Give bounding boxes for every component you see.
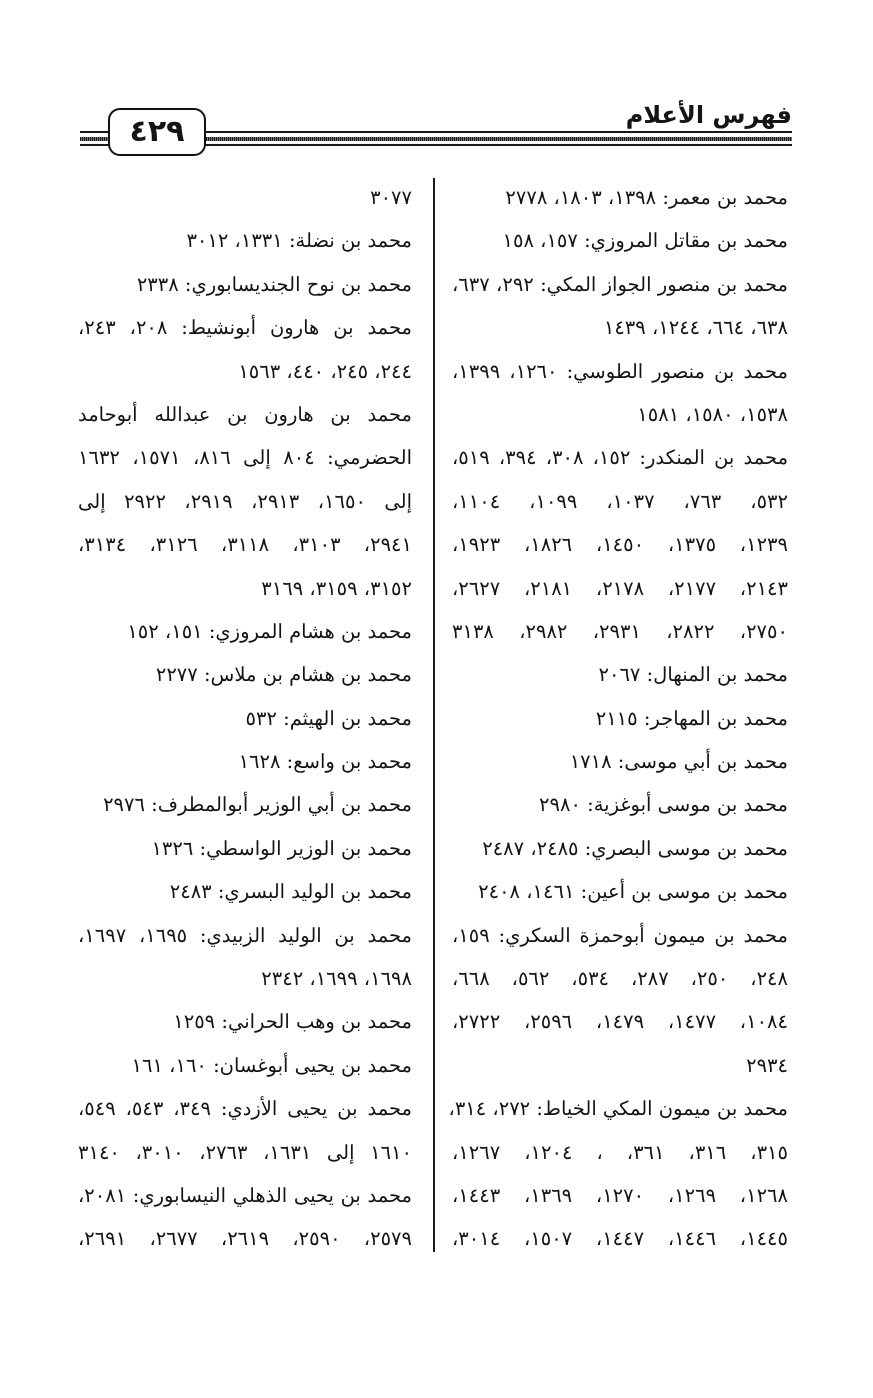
index-line: محمد بن يحيى الأزدي: ٣٤٩، ٥٤٣، ٥٤٩، [78, 1097, 413, 1121]
index-line: محمد بن منصور الطوسي: ١٢٦٠، ١٣٩٩، [452, 359, 788, 383]
index-line: ١٢٣٩، ١٣٧٥، ١٤٥٠، ١٨٢٦، ١٩٢٣، [452, 533, 789, 557]
index-line: محمد بن المنكدر: ١٥٢، ٣٠٨، ٣٩٤، ٥١٩، [452, 446, 789, 470]
index-line: محمد بن معمر: ١٣٩٨، ١٨٠٣، ٢٧٧٨ [505, 186, 788, 209]
index-column-right [448, 176, 789, 1261]
index-line: ٣١٥٢، ٣١٥٩، ٣١٦٩ [261, 576, 412, 600]
index-line: محمد بن نضلة: ١٣٣١، ٣٠١٢ [186, 229, 412, 253]
index-line: محمد بن منصور الجواز المكي: ٢٩٢، ٦٣٧، [452, 272, 788, 296]
index-line: ٥٣٢، ٧٦٣، ١٠٣٧، ١٠٩٩، ١١٠٤، [452, 489, 788, 513]
index-line: محمد بن موسى البصري: ٢٤٨٥، ٢٤٨٧ [482, 836, 788, 860]
running-title: فهرس الأعلام [612, 100, 792, 130]
index-line: ٢١٤٣، ٢١٧٧، ٢١٧٨، ٢١٨١، ٢٦٢٧، [452, 576, 789, 600]
index-line: محمد بن أبي موسى: ١٧١٨ [569, 750, 788, 774]
index-line: محمد بن هارون بن عبدالله أبوحامد [78, 402, 412, 426]
column-divider [433, 178, 435, 1252]
index-line: إلى ١٦٥٠، ٢٩١٣، ٢٩١٩، ٢٩٢٢ إلى [78, 489, 412, 513]
index-line: ٢٧٥٠، ٢٨٢٢، ٢٩٣١، ٢٩٨٢، ٣١٣٨ [452, 619, 788, 643]
index-column-left [78, 176, 412, 1261]
index-line: ١٤٤٥، ١٤٤٦، ١٤٤٧، ١٥٠٧، ٣٠١٤، [452, 1227, 789, 1251]
index-line: ٢٤٤، ٢٤٥، ٤٤٠، ١٥٦٣ [238, 359, 412, 383]
index-line: ٢٥٧٩، ٢٥٩٠، ٢٦١٩، ٢٦٧٧، ٢٦٩١، [78, 1227, 413, 1251]
index-line: ٢٤٨، ٢٥٠، ٢٨٧، ٥٣٤، ٥٦٢، ٦٦٨، [452, 967, 788, 991]
index-line: ٣١٥، ٣١٦، ٣٦١، ، ١٢٠٤، ١٢٦٧، [452, 1140, 788, 1164]
index-line: ١٦٩٨، ١٦٩٩، ٢٣٤٢ [261, 967, 412, 991]
index-line: محمد بن هارون أبونشيط: ٢٠٨، ٢٤٣، [78, 316, 412, 340]
index-line: محمد بن نوح الجنديسابوري: ٢٣٣٨ [136, 272, 412, 296]
index-line: ١٠٨٤، ١٤٧٧، ١٤٧٩، ٢٥٩٦، ٢٧٢٢، [452, 1010, 789, 1034]
index-line: محمد بن وهب الحراني: ١٢٥٩ [173, 1010, 412, 1034]
index-line: محمد بن المنهال: ٢٠٦٧ [598, 663, 788, 687]
index-line: محمد بن هشام المروزي: ١٥١، ١٥٢ [127, 619, 412, 643]
index-line: ٢٩٤١، ٣١٠٣، ٣١١٨، ٣١٢٦، ٣١٣٤، [78, 533, 413, 557]
index-line: ٢٩٣٤ [746, 1053, 788, 1077]
index-line: ٣٠٧٧ [370, 186, 412, 209]
index-line: ١٢٦٨، ١٢٦٩، ١٢٧٠، ١٣٦٩، ١٤٤٣، [452, 1183, 789, 1207]
index-line: محمد بن موسى أبوغزية: ٢٩٨٠ [539, 793, 788, 817]
index-line: محمد بن الوليد البسري: ٢٤٨٣ [169, 880, 412, 904]
index-line: محمد بن يحيى الذهلي النيسابوري: ٢٠٨١، [78, 1183, 412, 1207]
page-header [80, 101, 792, 160]
index-line: محمد بن الوزير الواسطي: ١٣٢٦ [151, 836, 412, 860]
index-line: محمد بن الهيثم: ٥٣٢ [245, 706, 412, 730]
index-line: محمد بن موسى بن أعين: ١٤٦١، ٢٤٠٨ [478, 880, 788, 904]
page-number: ٤٢٩ [108, 108, 206, 156]
index-line: محمد بن ميمون أبوحمزة السكري: ١٥٩، [452, 923, 788, 947]
index-line: الحضرمي: ٨٠٤ إلى ٨١٦، ١٥٧١، ١٦٣٢ [78, 446, 413, 470]
index-line: محمد بن المهاجر: ٢١١٥ [595, 706, 788, 730]
index-line: ١٥٣٨، ١٥٨٠، ١٥٨١ [637, 402, 788, 426]
index-line: محمد بن هشام بن ملاس: ٢٢٧٧ [155, 663, 412, 687]
index-line: محمد بن يحيى أبوغسان: ١٦٠، ١٦١ [131, 1053, 412, 1077]
index-line: ٦٣٨، ٦٦٤، ١٢٤٤، ١٤٣٩ [603, 316, 788, 340]
index-line: محمد بن أبي الوزير أبوالمطرف: ٢٩٧٦ [103, 793, 412, 817]
index-line: ١٦١٠ إلى ١٦٣١، ٢٧٦٣، ٣٠١٠، ٣١٤٠ [78, 1140, 412, 1164]
index-line: محمد بن الوليد الزبيدي: ١٦٩٥، ١٦٩٧، [78, 923, 412, 947]
index-line: محمد بن مقاتل المروزي: ١٥٧، ١٥٨ [502, 229, 788, 253]
index-line: محمد بن واسع: ١٦٢٨ [238, 750, 412, 774]
index-line: محمد بن ميمون المكي الخياط: ٢٧٢، ٣١٤، [448, 1097, 788, 1121]
